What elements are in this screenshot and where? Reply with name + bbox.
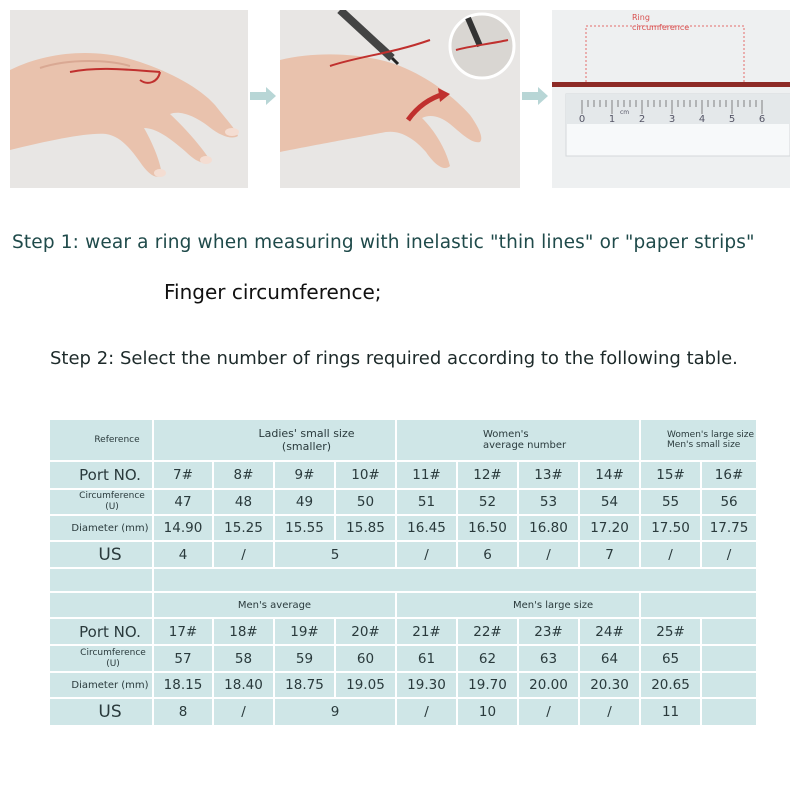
port-cell: 16# xyxy=(701,461,757,489)
circumference-line1: Circumference xyxy=(80,647,146,658)
arrow-right-icon xyxy=(248,86,278,110)
table-row xyxy=(49,515,757,541)
ring-size-table xyxy=(48,418,758,727)
diameter-cell: 18.15 xyxy=(153,672,213,698)
empty-cell xyxy=(701,672,757,698)
circumference-label xyxy=(49,645,153,672)
circumference-cell: 60 xyxy=(335,645,396,672)
table-row xyxy=(49,541,757,568)
step1-text: Step 1: wear a ring when measuring with inelastic "thin lines" or "paper strips" xyxy=(12,232,755,253)
spacer-cell xyxy=(153,568,757,592)
us-cell: / xyxy=(213,541,274,568)
port-cell: 9# xyxy=(274,461,335,489)
diameter-cell: 16.80 xyxy=(518,515,579,541)
us-cell: 9 xyxy=(274,698,396,726)
circumference-cell: 52 xyxy=(457,489,518,515)
circumference-cell: 48 xyxy=(213,489,274,515)
diameter-cell: 17.50 xyxy=(640,515,701,541)
table1-header-row xyxy=(49,419,757,461)
circumference-line2: (U) xyxy=(106,658,120,669)
us-cell: 5 xyxy=(274,541,396,568)
ladies-small-header xyxy=(153,419,396,461)
circumference-cell: 58 xyxy=(213,645,274,672)
circumference-cell: 49 xyxy=(274,489,335,515)
diameter-cell: 19.70 xyxy=(457,672,518,698)
ladies-small-line1: Ladies' small size xyxy=(258,427,355,440)
women-average-line2: average number xyxy=(483,440,567,451)
port-cell: 12# xyxy=(457,461,518,489)
women-average-line1: Women's xyxy=(483,429,529,440)
diameter-cell: 15.55 xyxy=(274,515,335,541)
men-average-header: Men's average xyxy=(153,592,396,618)
circumference-cell: 61 xyxy=(396,645,457,672)
table-row xyxy=(49,618,757,645)
us-cell: / xyxy=(396,698,457,726)
circumference-label: circumference xyxy=(632,23,690,32)
circumference-cell: 64 xyxy=(579,645,640,672)
ruler-number: 5 xyxy=(728,114,736,125)
us-cell: 6 xyxy=(457,541,518,568)
diameter-label: Diameter (mm) xyxy=(49,672,153,698)
us-label: US xyxy=(49,541,153,568)
circumference-cell: 47 xyxy=(153,489,213,515)
diameter-label: Diameter (mm) xyxy=(49,515,153,541)
ruler-number: 2 xyxy=(638,114,646,125)
circumference-cell: 59 xyxy=(274,645,335,672)
us-cell: 8 xyxy=(153,698,213,726)
step1-finger-circumference: Finger circumference; xyxy=(164,280,382,304)
arrow-right-icon xyxy=(520,86,550,110)
empty-cell xyxy=(640,592,757,618)
diameter-cell: 14.90 xyxy=(153,515,213,541)
table-row xyxy=(49,645,757,672)
men-large-header: Men's large size xyxy=(396,592,640,618)
port-cell: 20# xyxy=(335,618,396,645)
circumference-cell: 53 xyxy=(518,489,579,515)
mark-thread-image xyxy=(280,10,520,188)
reference-label: Reference xyxy=(49,419,153,461)
diameter-cell: 15.25 xyxy=(213,515,274,541)
diameter-cell: 16.45 xyxy=(396,515,457,541)
table-row xyxy=(49,461,757,489)
ruler-number: 0 xyxy=(578,114,586,125)
port-cell: 14# xyxy=(579,461,640,489)
diameter-cell: 20.00 xyxy=(518,672,579,698)
photo-hand-thread xyxy=(10,10,248,188)
women-large-line1: Women's large size xyxy=(667,430,755,440)
port-label: Port NO. xyxy=(49,618,153,645)
port-cell: 23# xyxy=(518,618,579,645)
men-small-line2: Men's small size xyxy=(667,440,741,450)
diameter-cell: 15.85 xyxy=(335,515,396,541)
circumference-cell: 63 xyxy=(518,645,579,672)
photo-ruler xyxy=(552,10,790,188)
ruler-unit: cm xyxy=(620,109,630,116)
diameter-cell: 19.05 xyxy=(335,672,396,698)
port-cell: 25# xyxy=(640,618,701,645)
ladies-small-line2: (smaller) xyxy=(281,440,332,453)
us-cell: / xyxy=(213,698,274,726)
ruler-number: 4 xyxy=(698,114,706,125)
port-label: Port NO. xyxy=(49,461,153,489)
port-cell: 15# xyxy=(640,461,701,489)
us-cell: 10 xyxy=(457,698,518,726)
circumference-cell: 56 xyxy=(701,489,757,515)
port-cell: 18# xyxy=(213,618,274,645)
empty-cell xyxy=(701,618,757,645)
us-cell: / xyxy=(701,541,757,568)
ring-label: Ring xyxy=(632,13,650,22)
circumference-label xyxy=(49,489,153,515)
circumference-cell: 50 xyxy=(335,489,396,515)
port-cell: 17# xyxy=(153,618,213,645)
port-cell: 22# xyxy=(457,618,518,645)
us-cell: / xyxy=(518,541,579,568)
circumference-cell: 55 xyxy=(640,489,701,515)
spacer-cell xyxy=(49,568,153,592)
us-cell: / xyxy=(396,541,457,568)
us-cell: 7 xyxy=(579,541,640,568)
spacer-row xyxy=(49,568,757,592)
diameter-cell: 16.50 xyxy=(457,515,518,541)
photo-mark-thread xyxy=(280,10,520,188)
ruler-number: 1 xyxy=(608,114,616,125)
diameter-cell: 20.65 xyxy=(640,672,701,698)
diameter-cell: 17.75 xyxy=(701,515,757,541)
diameter-cell: 17.20 xyxy=(579,515,640,541)
circumference-cell: 54 xyxy=(579,489,640,515)
diameter-cell: 20.30 xyxy=(579,672,640,698)
ruler-number: 6 xyxy=(758,114,766,125)
circumference-line2: (U) xyxy=(105,502,119,512)
circumference-cell: 62 xyxy=(457,645,518,672)
table-row xyxy=(49,489,757,515)
us-cell: / xyxy=(579,698,640,726)
ruler-image xyxy=(552,10,790,188)
diameter-cell: 18.40 xyxy=(213,672,274,698)
port-cell: 7# xyxy=(153,461,213,489)
empty-cell xyxy=(701,645,757,672)
us-cell: / xyxy=(640,541,701,568)
women-average-header xyxy=(396,419,640,461)
circumference-cell: 51 xyxy=(396,489,457,515)
port-cell: 24# xyxy=(579,618,640,645)
step2-text: Step 2: Select the number of rings required according to the following table. xyxy=(50,348,738,369)
table2-header-row xyxy=(49,592,757,618)
port-cell: 21# xyxy=(396,618,457,645)
port-cell: 19# xyxy=(274,618,335,645)
circumference-cell: 65 xyxy=(640,645,701,672)
women-large-header xyxy=(640,419,757,461)
empty-cell xyxy=(701,698,757,726)
us-label: US xyxy=(49,698,153,726)
table-row xyxy=(49,698,757,726)
ruler-number: 3 xyxy=(668,114,676,125)
us-cell: 4 xyxy=(153,541,213,568)
port-cell: 13# xyxy=(518,461,579,489)
table-row xyxy=(49,672,757,698)
diameter-cell: 19.30 xyxy=(396,672,457,698)
empty-cell xyxy=(49,592,153,618)
port-cell: 11# xyxy=(396,461,457,489)
us-cell: / xyxy=(518,698,579,726)
diameter-cell: 18.75 xyxy=(274,672,335,698)
circumference-line1: Circumference xyxy=(79,491,145,501)
circumference-cell: 57 xyxy=(153,645,213,672)
hand-thread-image xyxy=(10,10,248,188)
port-cell: 10# xyxy=(335,461,396,489)
us-cell: 11 xyxy=(640,698,701,726)
port-cell: 8# xyxy=(213,461,274,489)
